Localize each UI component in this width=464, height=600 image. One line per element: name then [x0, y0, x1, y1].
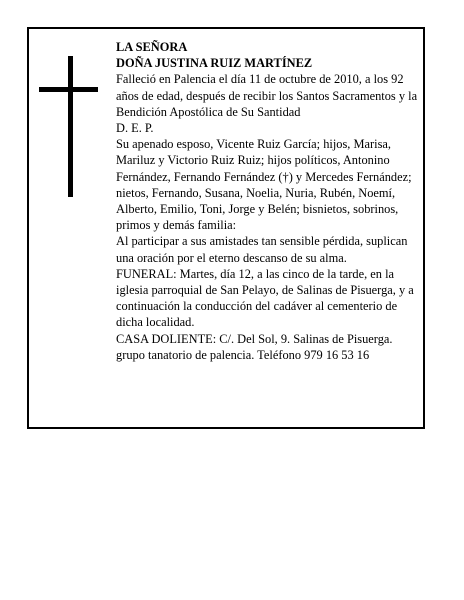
death-announcement: Falleció en Palencia el día 11 de octubre de 2010, a los 92 años de edad, después de recibir los Santos Sacramentos y la Bendición Apostólica de Su Santidad: [116, 72, 418, 119]
cross-vertical-bar: [68, 56, 73, 197]
deceased-name: DOÑA JUSTINA RUIZ MARTÍNEZ: [116, 56, 313, 71]
funeral-details: FUNERAL: Martes, día 12, a las cinco de la tarde, en la iglesia parroquial de San Pelayo, de Salinas de Pisuerga, y a continuación la conducción del cadáver al cementerio de dicha localidad.: [116, 266, 414, 330]
mourning-house: CASA DOLIENTE: C/. Del Sol, 9. Salinas de Pisuerga.: [116, 331, 393, 346]
family-list: Su apenado esposo, Vicente Ruiz García; hijos, Marisa, Mariluz y Victorio Ruiz Ruiz; hijos políticos, Antonino Fernández, Fernando Fernández (†) y Mercedes Fernández; nietos, Fernando, Susana, Noelia, Nuria, Rubén, Noemí, Alberto, Emilio, Toni, Jorge y Belén; bisnietos, sobrinos, primos y demás familia:: [116, 137, 412, 233]
obituary-text: [116, 39, 421, 363]
obituary-notice: [27, 27, 425, 429]
cross-horizontal-bar: [39, 87, 98, 92]
prayer-request: Al participar a sus amistades tan sensible pérdida, suplican una oración por el eterno descanso de su alma.: [116, 234, 408, 265]
funeral-agency: grupo tanatorio de palencia. Teléfono 979 16 53 16: [116, 347, 370, 362]
notice-title: LA SEÑORA: [116, 40, 188, 54]
rest-in-peace: D. E. P.: [116, 121, 154, 136]
